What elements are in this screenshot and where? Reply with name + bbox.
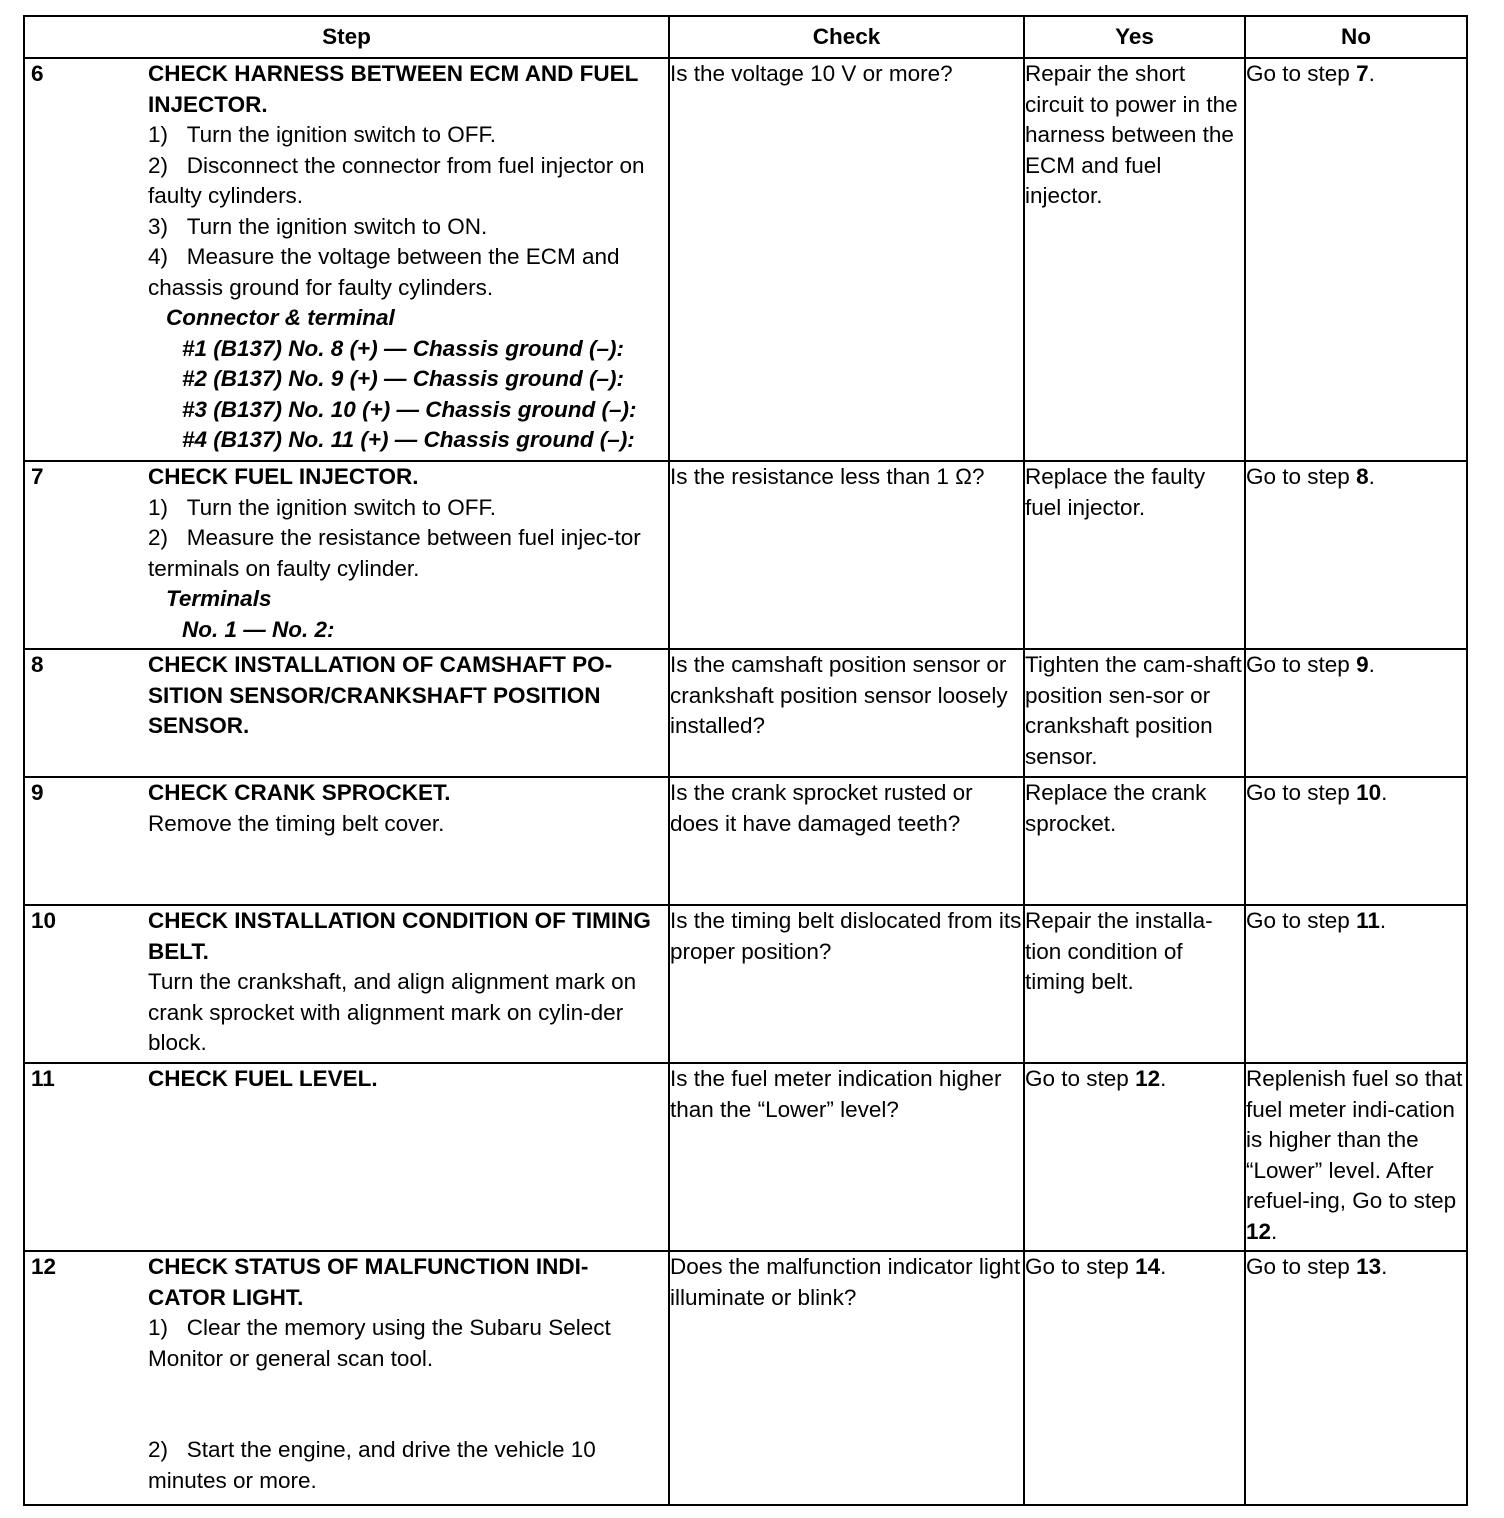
step-title: CHECK CRANK SPROCKET.	[148, 780, 451, 805]
step-title: CHECK INSTALLATION OF CAMSHAFT PO-SITION SENSOR/CRANKSHAFT POSITION SENSOR.	[148, 652, 613, 738]
yes-cell: Replace the crank sprocket.	[1024, 777, 1245, 905]
check-cell: Is the voltage 10 V or more?	[669, 58, 1024, 461]
yes-cell: Repair the short circuit to power in the harness between the ECM and fuel injector.	[1024, 58, 1245, 461]
step-cell	[24, 777, 669, 905]
step-subitem: #4 (B137) No. 11 (+) — Chassis ground (–):	[182, 427, 635, 452]
step-line: 2) Measure the resistance between fuel injec-tor terminals on faulty cylinder.	[148, 525, 641, 581]
step-subheading: Connector & terminal	[166, 305, 395, 330]
step-number: 11	[31, 1066, 55, 1091]
no-cell: Go to step 9.	[1245, 649, 1467, 777]
step-title: CHECK INSTALLATION CONDITION OF TIMING BELT.	[148, 908, 651, 964]
step-cell	[24, 905, 669, 1063]
step-number: 12	[31, 1254, 57, 1279]
step-number: 9	[31, 780, 44, 805]
step-cell	[24, 1063, 669, 1251]
step-subheading: Terminals	[166, 586, 272, 611]
yes-cell: Tighten the cam-shaft position sen-sor or crankshaft position sensor.	[1024, 649, 1245, 777]
step-subitem: #1 (B137) No. 8 (+) — Chassis ground (–):	[182, 335, 624, 361]
table-row	[24, 58, 1467, 461]
step-number: 7	[31, 464, 44, 489]
no-cell: Go to step 10.	[1245, 777, 1467, 905]
step-line: Turn the crankshaft, and align alignment mark on crank sprocket with alignment mark on cylin-der block.	[148, 969, 637, 1055]
step-number: 8	[31, 652, 44, 677]
no-cell: Go to step 8.	[1245, 461, 1467, 649]
step-cell	[24, 649, 669, 777]
step-title: CHECK STATUS OF MALFUNCTION INDI-CATOR LIGHT.	[148, 1254, 589, 1310]
step-number: 10	[31, 908, 57, 933]
header-yes: Yes	[1024, 16, 1245, 58]
check-cell: Is the fuel meter indication higher than the “Lower” level?	[669, 1063, 1024, 1251]
step-cell	[24, 58, 669, 461]
header-no: No	[1245, 16, 1467, 58]
yes-cell: Repair the installa-tion condition of timing belt.	[1024, 905, 1245, 1063]
step-line: 1) Turn the ignition switch to OFF.	[148, 122, 497, 147]
step-line: 4) Measure the voltage between the ECM and chassis ground for faulty cylinders.	[148, 244, 620, 300]
table-row	[24, 1063, 1467, 1251]
step-line: Remove the timing belt cover.	[148, 810, 445, 836]
table-row	[24, 461, 1467, 649]
no-cell: Go to step 7.	[1245, 58, 1467, 461]
yes-cell: Go to step 12.	[1024, 1063, 1245, 1251]
table-row	[24, 1251, 1467, 1505]
table-row	[24, 905, 1467, 1063]
table-row	[24, 649, 1467, 777]
step-title: CHECK FUEL INJECTOR.	[148, 464, 419, 489]
diagnostic-table	[23, 15, 1468, 1506]
step-line: 2) Start the engine, and drive the vehicle 10 minutes or more.	[148, 1437, 596, 1493]
step-number: 6	[31, 61, 44, 86]
header-row	[24, 16, 1467, 58]
step-subitem: #2 (B137) No. 9 (+) — Chassis ground (–):	[182, 366, 624, 391]
yes-cell: Replace the faulty fuel injector.	[1024, 461, 1245, 649]
header-check: Check	[669, 16, 1024, 58]
check-cell: Is the timing belt dislocated from its proper position?	[669, 905, 1024, 1063]
step-spacer	[148, 1374, 664, 1435]
check-cell: Is the resistance less than 1 Ω?	[669, 461, 1024, 649]
step-title: CHECK FUEL LEVEL.	[148, 1066, 378, 1091]
step-line: 2) Disconnect the connector from fuel injector on faulty cylinders.	[148, 152, 645, 208]
step-line: 1) Clear the memory using the Subaru Select Monitor or general scan tool.	[148, 1315, 611, 1371]
check-cell: Is the camshaft position sensor or crankshaft position sensor loosely installed?	[669, 649, 1024, 777]
no-cell: Go to step 13.	[1245, 1251, 1467, 1505]
step-title: CHECK HARNESS BETWEEN ECM AND FUEL INJECTOR.	[148, 61, 639, 117]
no-cell: Go to step 11.	[1245, 905, 1467, 1063]
step-subitem: #3 (B137) No. 10 (+) — Chassis ground (–):	[182, 396, 637, 422]
table-row	[24, 777, 1467, 905]
check-cell: Is the crank sprocket rusted or does it have damaged teeth?	[669, 777, 1024, 905]
no-cell: Replenish fuel so that fuel meter indi-cation is higher than the “Lower” level. After refuel-ing, Go to step 12.	[1245, 1063, 1467, 1251]
step-line: 1) Turn the ignition switch to OFF.	[148, 494, 497, 520]
step-line: 3) Turn the ignition switch to ON.	[148, 213, 488, 239]
step-cell	[24, 461, 669, 649]
check-cell: Does the malfunction indicator light illuminate or blink?	[669, 1251, 1024, 1505]
step-cell	[24, 1251, 669, 1505]
step-subitem: No. 1 — No. 2:	[182, 616, 335, 642]
header-step: Step	[24, 16, 669, 58]
yes-cell: Go to step 14.	[1024, 1251, 1245, 1505]
